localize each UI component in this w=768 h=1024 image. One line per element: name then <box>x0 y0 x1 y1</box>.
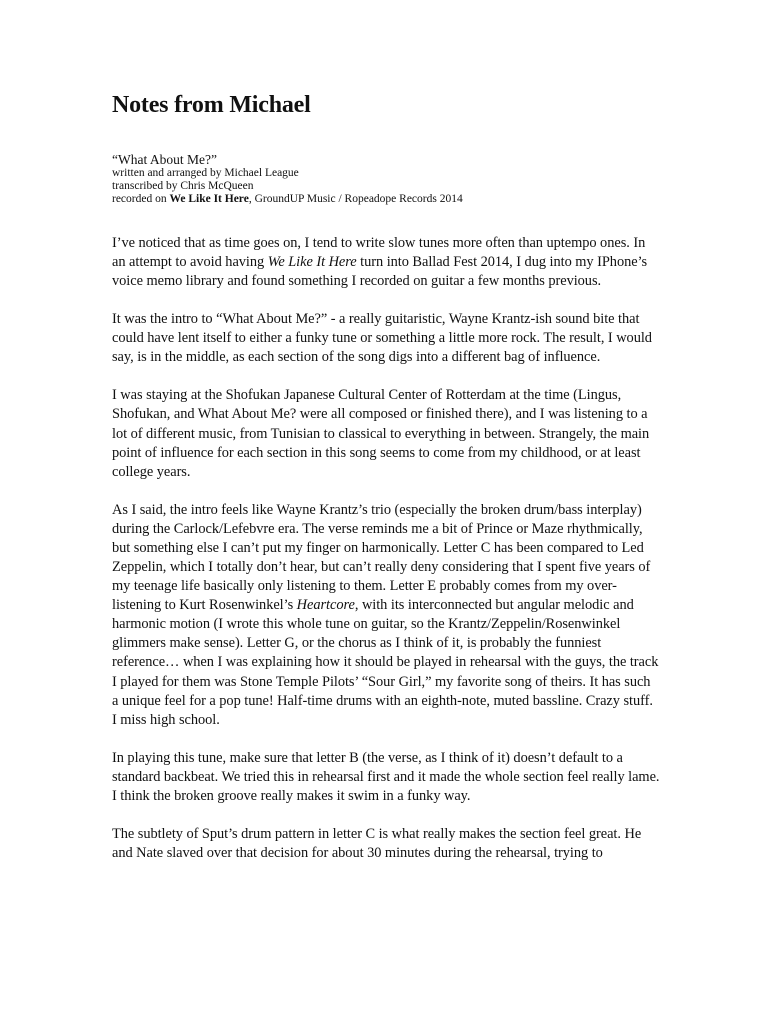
paragraph-1-part-a: I’ve noticed that as time goes on, I tend to write slow tunes more often than uptempo ones. In an attempt to avoid having <box>112 235 646 271</box>
paragraph-6: The subtlety of Sput’s drum pattern in letter C is what really makes the section feel great. He and Nate slaved over that decision for about 30 minutes during the rehearsal, trying to <box>112 825 642 861</box>
song-credits <box>112 152 660 206</box>
album-title-italic: We Like It Here <box>267 254 357 271</box>
transcribed-credit: transcribed by Chris McQueen <box>112 180 254 192</box>
paragraph-4-part-a: As I said, the intro feels like Wayne Krantz’s trio (especially the broken drum/bass interplay) during the Carlock/Lefebvre era. The verse reminds me a bit of Prince or Maze rhythmically, but something else I can’t put my finger on harmonically. Letter C has been compared to Led Zeppelin, which I totally don’t hear, but can’t really deny considering that I spent five years of my teenage life basically only listening to them. Letter E probably comes from my over-listening to Kurt Rosenwinkel’s <box>112 501 651 614</box>
page-title: Notes from Michael <box>112 92 311 118</box>
paragraph-3: I was staying at the Shofukan Japanese Cultural Center of Rotterdam at the time (Lingus, Shofukan, and What About Me? were all composed or finished there), and I was listening to a lot of different music, from Tunisian to classical to everything in between. Strangely, the main point of influence for each section in this song seems to come from my childhood, or at least college years. <box>112 387 650 480</box>
song-title: “What About Me?” <box>112 152 217 167</box>
recorded-prefix: recorded on <box>112 193 170 205</box>
heartcore-italic: Heartcore <box>296 597 355 614</box>
recorded-credit <box>112 193 660 206</box>
paragraph-1-part-c: turn into Ballad Fest 2014, I dug into my IPhone’s voice memo library and found something I recorded on guitar a few months previous. <box>112 254 648 290</box>
recorded-suffix: , GroundUP Music / Ropeadope Records 2014 <box>248 193 463 205</box>
paragraph-4-part-c: , with its interconnected but angular melodic and harmonic motion (I wrote this whole tune on guitar, so the Krantz/Zeppelin/Rosenwinkel glimmers make sense). Letter G, or the chorus as I think of it, is probably the funniest reference… when I was explaining how it should be played in rehearsal with the guys, the track I played for them was Stone Temple Pilots’ “Sour Girl,” my favorite song of theirs. It has such a unique feel for a pop tune! Half-time drums with an eighth-note, muted bassline. Crazy stuff. I miss high school. <box>112 597 659 728</box>
paragraph-1 <box>112 234 660 291</box>
paragraph-5: In playing this tune, make sure that letter B (the verse, as I think of it) doesn’t default to a standard backbeat. We tried this in rehearsal first and it made the whole section feel really lame. I think the broken groove really makes it swim in a funky way. <box>112 749 660 804</box>
paragraph-4 <box>112 501 660 730</box>
paragraph-2: It was the intro to “What About Me?” - a really guitaristic, Wayne Krantz-ish sound bite that could have lent itself to either a funky tune or something a little more rock. The result, I would say, is in the middle, as each section of the song digs into a different bag of influence. <box>112 311 652 366</box>
body-text <box>112 234 660 882</box>
recorded-album: We Like It Here <box>169 193 249 205</box>
written-credit: written and arranged by Michael League <box>112 167 299 179</box>
